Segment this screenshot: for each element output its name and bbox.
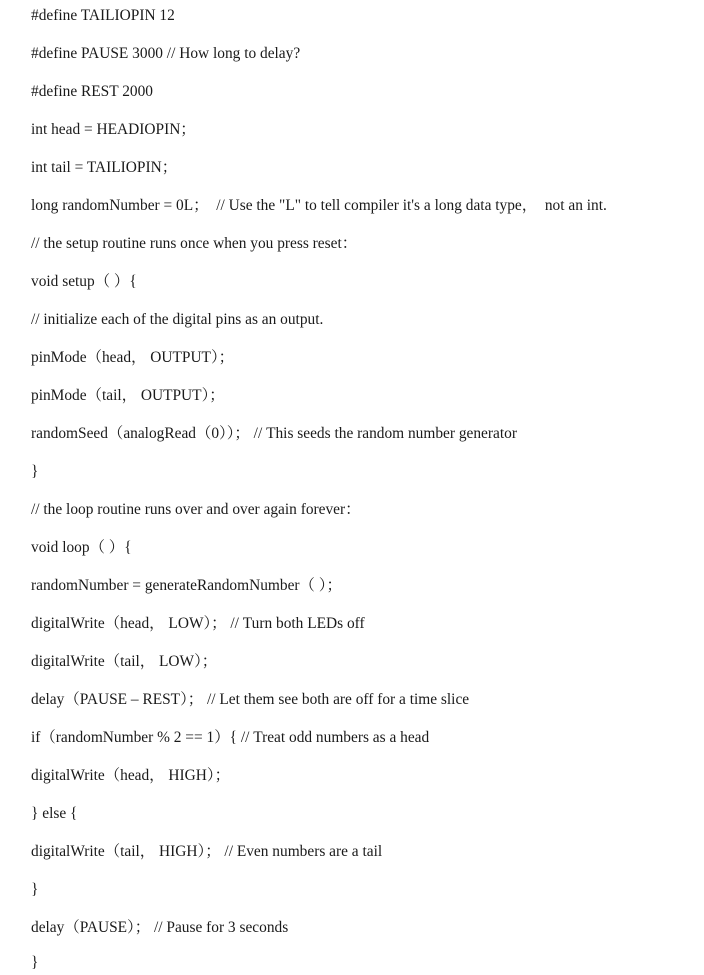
code-line-if-close-brace: } [31, 881, 39, 898]
code-line-delay-pause: delay（PAUSE）； // Pause for 3 seconds [31, 919, 289, 936]
code-line-random-seed: randomSeed（analogRead（0））； // This seeds the random number generator [31, 425, 517, 442]
code-line-setup-signature: void setup（ ）{ [31, 273, 137, 290]
code-line-setup-close-brace: } [31, 463, 39, 480]
code-line-generate-random: randomNumber = generateRandomNumber（ ）； [31, 577, 342, 594]
code-line-define-rest: #define REST 2000 [31, 83, 153, 100]
code-line-pinmode-head: pinMode（head， OUTPUT）； [31, 349, 235, 366]
code-line-write-tail-low: digitalWrite（tail， LOW）； [31, 653, 218, 670]
code-line-pinmode-tail: pinMode（tail， OUTPUT）； [31, 387, 225, 404]
code-line-random-number-decl: long randomNumber = 0L； // Use the "L" to tell compiler it's a long data type， not an int. [31, 197, 607, 214]
code-line-write-head-low: digitalWrite（head， LOW）； // Turn both LEDs off [31, 615, 365, 632]
code-line-loop-close-brace: } [31, 954, 39, 971]
code-line-else: } else { [31, 805, 78, 822]
code-line-delay-pause-rest: delay（PAUSE – REST）； // Let them see both are off for a time slice [31, 691, 470, 708]
code-line-define-tailiopin: #define TAILIOPIN 12 [31, 7, 175, 24]
code-line-int-head: int head = HEADIOPIN； [31, 121, 196, 138]
code-line-if-odd: if（randomNumber % 2 == 1）{ // Treat odd numbers as a head [31, 729, 430, 746]
code-line-initialize-comment: // initialize each of the digital pins as an output. [31, 311, 324, 328]
code-line-loop-comment: // the loop routine runs over and over again forever： [31, 501, 361, 518]
code-line-loop-signature: void loop（ ）{ [31, 539, 132, 556]
code-line-int-tail: int tail = TAILIOPIN； [31, 159, 178, 176]
code-line-define-pause: #define PAUSE 3000 // How long to delay? [31, 45, 301, 62]
code-line-write-tail-high: digitalWrite（tail， HIGH）； // Even numbers are a tail [31, 843, 383, 860]
code-line-setup-comment: // the setup routine runs once when you press reset： [31, 235, 358, 252]
code-line-write-head-high: digitalWrite（head， HIGH）； [31, 767, 230, 784]
